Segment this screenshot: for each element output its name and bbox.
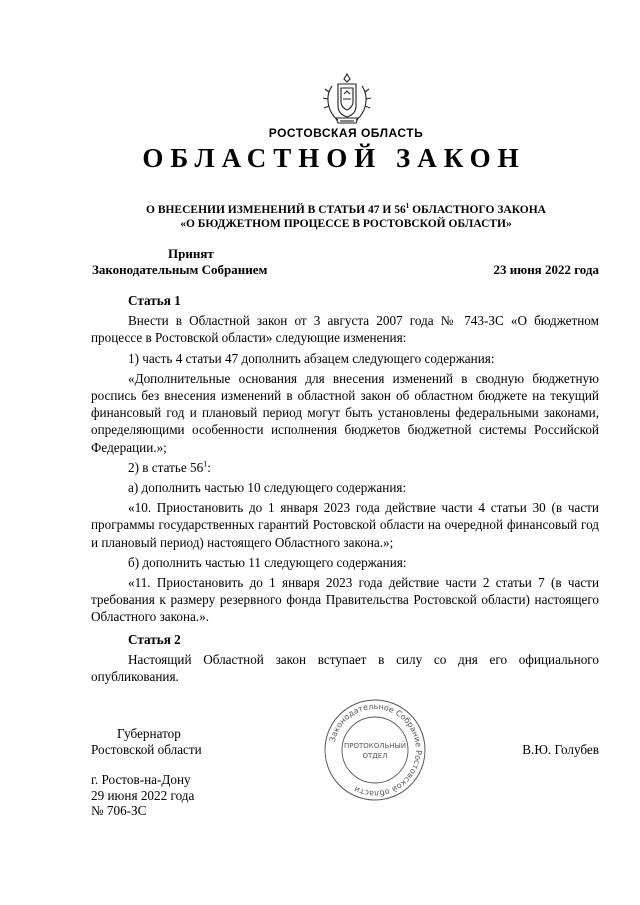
- region-name: РОСТОВСКАЯ ОБЛАСТЬ: [268, 126, 424, 140]
- article-2-text: Настоящий Областной закон вступает в силу со дня его официального опубликования.: [91, 651, 599, 685]
- item-text: :: [207, 459, 211, 475]
- article-1-item-2a: а) дополнить частью 10 следующего содержания:: [128, 480, 407, 496]
- article-1-item-2a-text: «10. Приостановить до 1 января 2023 года действие части 4 статьи 30 (в части программы государственных гарантий Ростовской области на очередной финансовый год и плановый период) настоящего Областного закона.»;: [91, 500, 599, 550]
- stamp-center-line-1: ПРОТОКОЛЬНЫЙ: [343, 742, 407, 750]
- document-title: ОБЛАСТНОЙ ЗАКОН: [142, 143, 526, 173]
- article-1-item-1-text: «Дополнительные основания для внесения изменений в сводную бюджетную роспись без внесения изменений в областной закон об областном бюджете на текущий финансовый год и плановый период могут быть установлены федеральными законами, определяющими особенности исполнения бюджетов бюджетной системы Российской Федерации.»;: [91, 370, 599, 455]
- article-1-item-2b-text: «11. Приостановить до 1 января 2023 года действие части 2 статьи 7 (в части требования к размеру резервного фонда Правительства Ростовской области) настоящего Областного закона.».: [91, 575, 599, 625]
- law-number: № 706-ЗС: [91, 803, 147, 818]
- article-1-intro: Внести в Областной закон от 3 августа 2007 года № 743-ЗС «О бюджетном процессе в Ростовской области» следующие изменения:: [91, 313, 599, 346]
- article-1-heading: Статья 1: [128, 293, 181, 308]
- law-body: [91, 292, 599, 688]
- coat-of-arms-icon: [322, 72, 372, 126]
- accepted-label: Принят: [168, 246, 214, 261]
- place-and-number: [91, 772, 194, 819]
- issue-city: г. Ростов-на-Дону: [91, 772, 191, 787]
- stamp-center-line-2: ОТДЕЛ: [362, 752, 388, 760]
- signatory-name: В.Ю. Голубев: [522, 742, 599, 757]
- subtitle-line-1: [26, 199, 640, 217]
- superscript: 1: [405, 202, 410, 210]
- stamp-ring-text: Законодательное Собрание Ростовской области: [327, 701, 424, 799]
- article-1-item-1: 1) часть 4 статьи 47 дополнить абзацем следующего содержания:: [128, 350, 495, 366]
- official-stamp-icon: [322, 697, 428, 803]
- article-1-item-2b: б) дополнить частью 11 следующего содержания:: [128, 554, 407, 570]
- accepted-by: Законодательным Собранием: [92, 262, 268, 277]
- article-1-item-2: [91, 459, 599, 476]
- law-subtitle: [26, 199, 640, 231]
- article-2-heading: Статья 2: [128, 631, 181, 647]
- subtitle-text: О ВНЕСЕНИИ ИЗМЕНЕНИЙ В СТАТЬИ 47 И 56: [146, 203, 406, 216]
- subtitle-text: ОБЛАСТНОГО ЗАКОНА: [409, 203, 546, 216]
- signatory-title: Губернатор: [117, 726, 181, 741]
- item-text: 2) в статье 56: [128, 459, 204, 475]
- subtitle-line-2: «О БЮДЖЕТНОМ ПРОЦЕССЕ В РОСТОВСКОЙ ОБЛАСТИ»: [180, 217, 512, 230]
- issue-date: 29 июня 2022 года: [91, 787, 195, 803]
- superscript: 1: [203, 459, 208, 469]
- adoption-date: 23 июня 2022 года: [493, 262, 599, 277]
- signatory-region: Ростовской области: [91, 742, 202, 757]
